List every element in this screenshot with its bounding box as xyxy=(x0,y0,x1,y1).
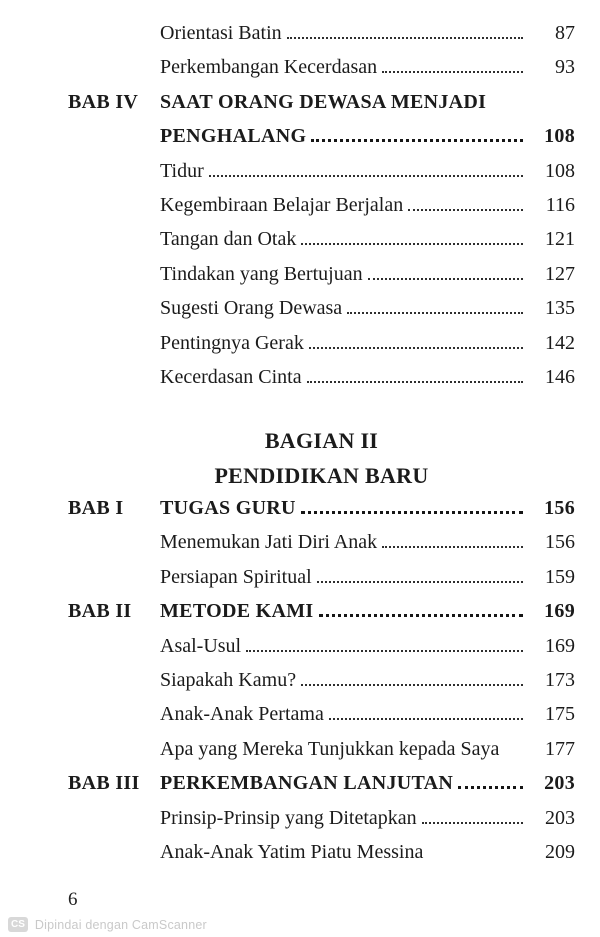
camscanner-watermark-text: Dipindai dengan CamScanner xyxy=(34,917,207,932)
entry-title: PERKEMBANGAN LANJUTAN xyxy=(160,772,454,795)
toc-entry-row xyxy=(68,50,575,84)
toc-entry-row xyxy=(68,154,575,188)
entry-title: Prinsip-Prinsip yang Ditetapkan xyxy=(160,806,417,829)
dot-leader xyxy=(329,718,523,720)
entry-page-number: 169 xyxy=(544,600,575,623)
entry-title: Siapakah Kamu? xyxy=(160,669,297,692)
section-heading xyxy=(68,457,575,491)
camscanner-watermark xyxy=(8,917,207,932)
dot-leader xyxy=(311,139,523,142)
entry-title: Kecerdasan Cinta xyxy=(160,365,302,388)
toc-entry-row xyxy=(68,491,575,525)
entry-title: Tindakan yang Bertujuan xyxy=(160,262,363,285)
toc-entry-row xyxy=(68,85,575,119)
toc-entry-row xyxy=(68,119,575,153)
entry-page-number: 108 xyxy=(544,125,575,148)
entry-page-number: 156 xyxy=(545,531,575,554)
dot-leader xyxy=(382,546,523,548)
entry-page-number: 203 xyxy=(544,772,575,795)
toc-entry-row xyxy=(68,663,575,697)
entry-title: Persiapan Spiritual xyxy=(160,565,312,588)
entry-title: Apa yang Mereka Tunjukkan kepada Saya xyxy=(160,737,500,760)
toc-entry-row xyxy=(68,222,575,256)
toc-entry-row xyxy=(68,525,575,559)
dot-leader xyxy=(307,381,523,383)
toc-entry-row xyxy=(68,697,575,731)
entry-title: Tidur xyxy=(160,159,204,182)
entry-page-number: 93 xyxy=(555,56,575,79)
entry-page-number: 87 xyxy=(555,22,575,44)
section-heading xyxy=(68,422,575,456)
toc-entry-row xyxy=(68,16,575,50)
entry-page-number: 203 xyxy=(545,806,575,829)
section-heading-text: BAGIAN II xyxy=(264,428,379,454)
entry-title: Asal-Usul xyxy=(160,634,242,657)
toc-entry-row xyxy=(68,560,575,594)
entry-page-number: 173 xyxy=(545,669,575,692)
dot-leader xyxy=(408,209,523,211)
dot-leader xyxy=(347,312,523,314)
entry-page-number: 108 xyxy=(545,159,575,182)
entry-title: SAAT ORANG DEWASA MENJADI xyxy=(160,90,487,113)
toc-entry-row xyxy=(68,360,575,394)
dot-leader xyxy=(301,243,523,245)
dot-leader xyxy=(309,347,523,349)
entry-title: Perkembangan Kecerdasan xyxy=(160,56,378,79)
toc-entry-row xyxy=(68,188,575,222)
entry-page-number: 169 xyxy=(545,634,575,657)
toc-entry-row xyxy=(68,326,575,360)
toc-entry-row xyxy=(68,766,575,800)
entry-page-number: 127 xyxy=(545,262,575,285)
entry-title: Anak-Anak Pertama xyxy=(160,703,324,726)
dot-leader xyxy=(319,614,524,617)
entry-title: Sugesti Orang Dewasa xyxy=(160,297,343,320)
dot-leader xyxy=(422,822,523,824)
toc-entry-row xyxy=(68,732,575,766)
camscanner-logo-icon: CS xyxy=(8,917,28,932)
entry-title: METODE KAMI xyxy=(160,600,314,623)
entry-page-number: 209 xyxy=(545,840,575,859)
entry-title: PENGHALANG xyxy=(160,125,307,148)
chapter-label: BAB II xyxy=(68,600,132,623)
entry-page-number: 142 xyxy=(545,331,575,354)
entry-page-number: 116 xyxy=(545,193,575,216)
dot-leader xyxy=(209,175,523,177)
entry-title: Kegembiraan Belajar Berjalan xyxy=(160,193,404,216)
entry-title: Menemukan Jati Diri Anak xyxy=(160,531,378,554)
chapter-label: BAB IV xyxy=(68,90,139,113)
toc-entry-row xyxy=(68,291,575,325)
entry-page-number: 156 xyxy=(544,497,575,520)
toc-entry-row xyxy=(68,257,575,291)
entry-page-number: 146 xyxy=(545,365,575,388)
entry-title: TUGAS GURU xyxy=(160,497,296,520)
entry-title: Pentingnya Gerak xyxy=(160,331,304,354)
entry-title: Orientasi Batin xyxy=(160,22,282,44)
entry-title: Tangan dan Otak xyxy=(160,228,297,251)
entry-page-number: 159 xyxy=(545,565,575,588)
entry-page-number: 121 xyxy=(545,228,575,251)
toc-entry-row xyxy=(68,801,575,835)
toc-entry-row xyxy=(68,835,575,859)
dot-leader xyxy=(368,278,523,280)
entry-page-number: 175 xyxy=(545,703,575,726)
chapter-label: BAB I xyxy=(68,497,124,520)
entry-page-number: 177 xyxy=(545,737,575,760)
dot-leader xyxy=(301,511,523,514)
dot-leader xyxy=(382,71,523,73)
dot-leader xyxy=(287,37,523,39)
toc-entry-row xyxy=(68,629,575,663)
entry-page-number: 135 xyxy=(545,297,575,320)
page-number: 6 xyxy=(68,889,78,910)
chapter-label: BAB III xyxy=(68,772,140,795)
dot-leader xyxy=(301,684,523,686)
dot-leader xyxy=(246,650,523,652)
section-heading-text: PENDIDIKAN BARU xyxy=(214,462,429,488)
toc-entry-row xyxy=(68,594,575,628)
entry-title: Anak-Anak Yatim Piatu Messina xyxy=(160,840,424,859)
dot-leader xyxy=(458,786,523,789)
dot-leader xyxy=(317,581,523,583)
